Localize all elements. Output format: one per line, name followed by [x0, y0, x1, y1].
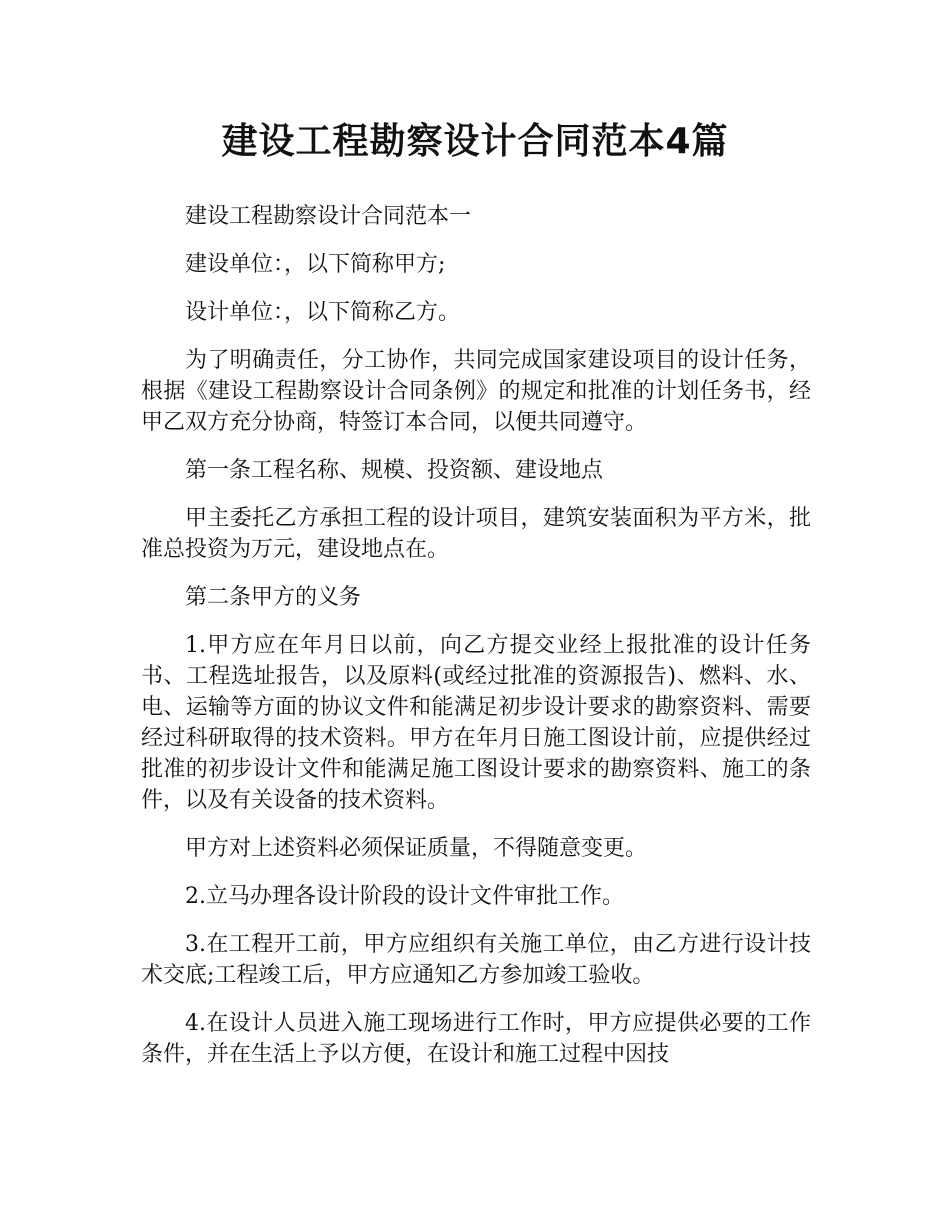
paragraph-article-1-heading: 第一条工程名称、规模、投资额、建设地点	[185, 458, 604, 483]
paragraph-heading-contract-one: 建设工程勘察设计合同范本一	[185, 204, 472, 229]
paragraph-preamble: 为了明确责任，分工协作，共同完成国家建设项目的设计任务，根据《建设工程勘察设计合同条例》的规定和批准的计划任务书，经甲乙双方充分协商，特签订本合同，以便共同遵守。	[141, 348, 811, 435]
document-body	[141, 201, 811, 1087]
paragraph-quality-note: 甲方对上述资料必须保证质量，不得随意变更。	[185, 836, 648, 861]
paragraph-clause-3: 3.在工程开工前，甲方应组织有关施工单位，由乙方进行设计技术交底;工程竣工后，甲方应通知乙方参加竣工验收。	[141, 932, 811, 988]
paragraph-article-2-heading: 第二条甲方的义务	[185, 585, 362, 610]
paragraph-clause-2: 2.立马办理各设计阶段的设计文件审批工作。	[185, 884, 624, 909]
paragraph-clause-1: 1.甲方应在年月日以前，向乙方提交业经上报批准的设计任务书、工程选址报告，以及原料(或经过批准的资源报告)、燃料、水、电、运输等方面的协议文件和能满足初步设计要求的勘察资料、需要经过科研取得的技术资料。甲方在年月日施工图设计前，应提供经过批准的初步设计文件和能满足施工图设计要求的勘察资料、施工的条件，以及有关设备的技术资料。	[141, 633, 811, 813]
document-title: 建设工程勘察设计合同范本4篇	[221, 121, 729, 162]
paragraph-article-1-body: 甲主委托乙方承担工程的设计项目，建筑安装面积为平方米，批准总投资为万元，建设地点在。	[141, 506, 811, 562]
paragraph-party-a: 建设单位：，以下简称甲方;	[185, 252, 446, 277]
paragraph-clause-4: 4.在设计人员进入施工现场进行工作时，甲方应提供必要的工作条件，并在生活上予以方便，在设计和施工过程中因技	[141, 1011, 811, 1067]
paragraph-party-b: 设计单位：，以下简称乙方。	[185, 300, 461, 325]
